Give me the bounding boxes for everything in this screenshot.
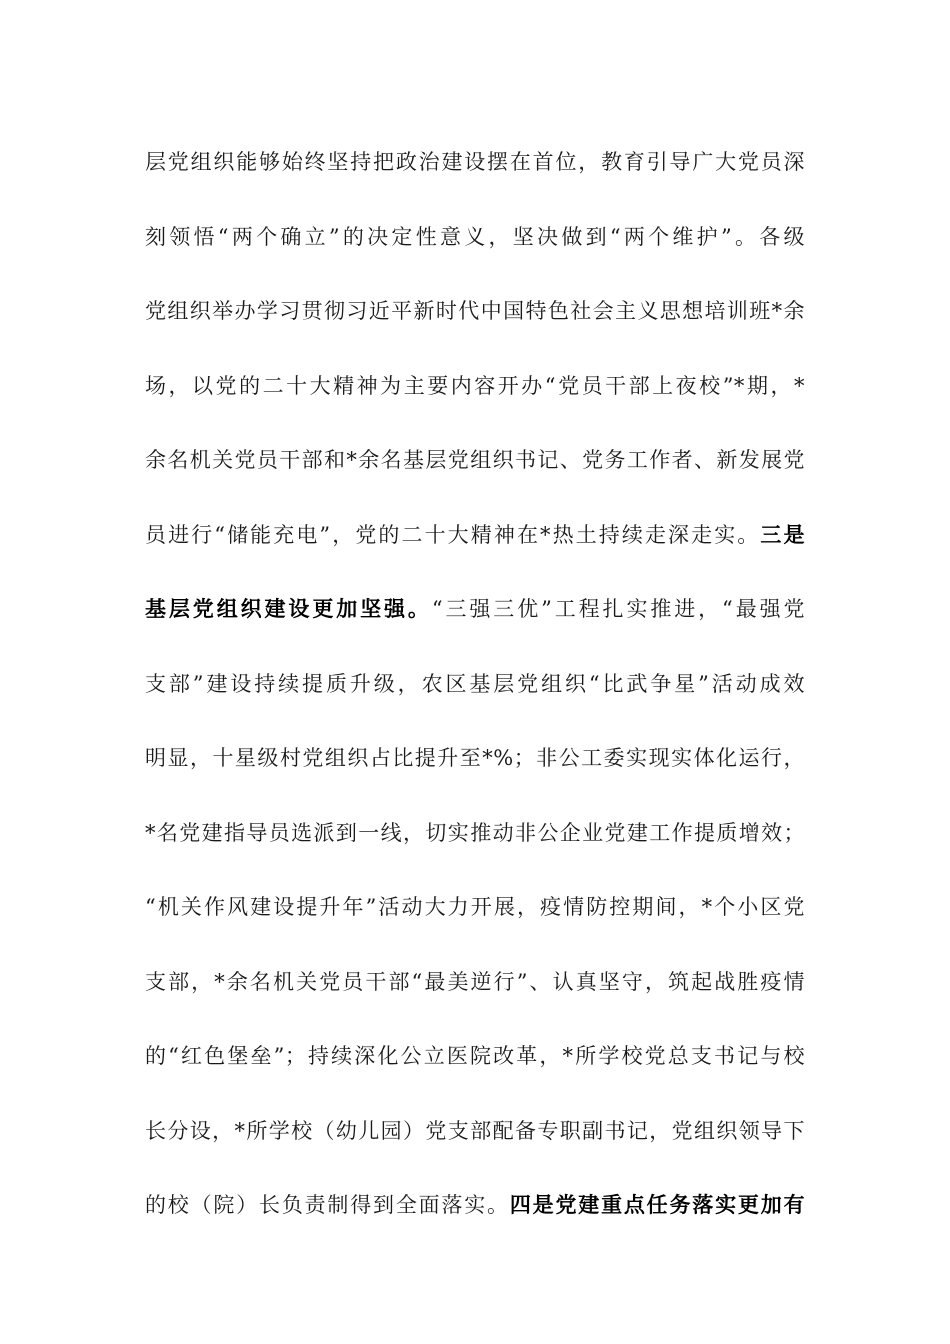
paragraph-text: “三强三优”工程扎实推进，“最强党 (431, 597, 805, 621)
bold-heading-text: 四是党建重点任务落实更加有 (509, 1192, 806, 1217)
text-line (145, 498, 805, 573)
paragraph-text: *名党建指导员选派到一线，切实推动非公企业党建工作提质增效； (145, 820, 805, 845)
paragraph-text: 员进行“储能充电”，党的二十大精神在*热土持续走深走实。 (145, 522, 761, 547)
paragraph-text: 明显，十星级村党组织占比提升至*%；非公工委实现实体化运行， (145, 746, 805, 770)
text-line (145, 1094, 805, 1169)
text-line (145, 423, 805, 498)
paragraph-text: “机关作风建设提升年”活动大力开展，疫情防控期间，*个小区党 (145, 895, 805, 919)
text-line (145, 796, 805, 871)
text-line (145, 1168, 805, 1243)
bold-heading-text: 基层党组织建设更加坚强。 (145, 596, 432, 621)
paragraph-text: 场，以党的二十大精神为主要内容开办“党员干部上夜校”*期，* (145, 373, 805, 398)
paragraph-text: 长分设，*所学校（幼儿园）党支部配备专职副书记，党组织领导下 (145, 1118, 805, 1143)
bold-heading-text: 三是 (760, 521, 805, 547)
paragraph-text: 的“红色堡垒”；持续深化公立医院改革，*所学校党总支书记与校 (145, 1044, 805, 1068)
paragraph-text: 支部，*余名机关党员干部“最美逆行”、认真坚守，筑起战胜疫情 (145, 969, 805, 994)
text-line (145, 647, 805, 722)
text-line (145, 125, 805, 200)
text-line (145, 274, 805, 349)
text-line (145, 200, 805, 275)
body-text (145, 125, 805, 1243)
text-line (145, 572, 805, 647)
text-line (145, 349, 805, 424)
text-line (145, 1019, 805, 1094)
paragraph-text: 的校（院）长负责制得到全面落实。 (145, 1193, 510, 1217)
text-line (145, 721, 805, 796)
paragraph-text: 余名机关党员干部和*余名基层党组织书记、党务工作者、新发展党 (145, 448, 805, 472)
paragraph-text: 刻领悟“两个确立”的决定性意义，坚决做到“两个维护”。各级 (145, 224, 805, 249)
paragraph-text: 支部”建设持续提质升级，农区基层党组织“比武争星”活动成效 (145, 671, 805, 696)
text-line (145, 870, 805, 945)
text-line (145, 945, 805, 1020)
paragraph-text: 党组织举办学习贯彻习近平新时代中国特色社会主义思想培训班*余 (145, 299, 805, 323)
paragraph-text: 层党组织能够始终坚持把政治建设摆在首位，教育引导广大党员深 (145, 150, 805, 174)
